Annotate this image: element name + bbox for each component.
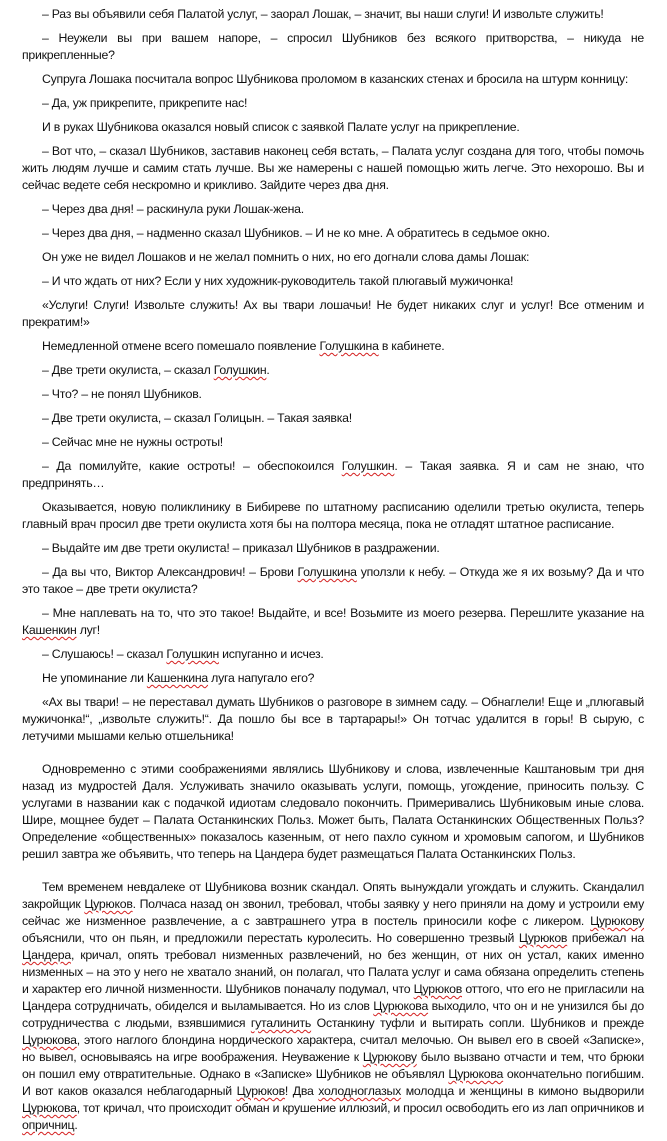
text-run: – Сейчас мне не нужны остроты! xyxy=(42,435,223,449)
text-run: луга напугало его? xyxy=(208,671,315,685)
paragraph xyxy=(22,564,644,598)
spellcheck-flagged-word[interactable]: Цурюкова xyxy=(22,1101,77,1115)
text-run: Одновременно с этими соображениями являлись Шубникову и слова, извлеченные Каштановым три дня назад из мудростей Даля. Услуживать значило оказывать услуги, помощь, угождение, приносить пользу. С услугами в названии как с подачкой идиотам следовало покончить. Примеривались Шубниковым иные слова. Шире, мощнее будет – Палата Останкинских Польз. Может быть, Палата Останкинских Общественных Польз? Определение «общественных» показалось казенным, от него пахло сукном и хромовым сапогом, и Шубников решил завтра же объявить, что теперь на Цандера будет размещаться Палата Останкинских Польз. xyxy=(22,762,644,861)
paragraph xyxy=(22,410,644,427)
text-run: – Да вы что, Виктор Александрович! – Брови xyxy=(42,565,298,579)
spellcheck-flagged-word[interactable]: Цурюкова xyxy=(373,999,429,1013)
text-run: . xyxy=(74,1118,78,1132)
text-run: – Неужели вы при вашем напоре, – спросил Шубников без всякого притворства, – никуда не прикрепленные? xyxy=(22,31,644,62)
text-run: – Да помилуйте, какие остроты! – обеспокоился xyxy=(42,459,342,473)
text-run: в кабинете. xyxy=(378,339,445,353)
text-run: – Слушаюсь! – сказал xyxy=(42,647,167,661)
spellcheck-flagged-word[interactable]: холодноглазых xyxy=(318,1084,402,1098)
spellcheck-flagged-word[interactable]: Цурюков xyxy=(518,931,568,945)
text-run: оттого, что его не пригласили на Цандера сотрудничать, обиделся и выламывается. Но из слов xyxy=(22,982,644,1013)
spellcheck-flagged-word[interactable]: Цурюков xyxy=(236,1084,285,1098)
paragraph xyxy=(22,273,644,290)
paragraph xyxy=(22,540,644,557)
text-run: Останкину туфли и вытирать сопли. Шубников и прежде xyxy=(311,1016,645,1030)
spellcheck-flagged-word[interactable]: Голушкин xyxy=(166,647,219,661)
text-run: . – Такая заявка. Я и сам не знаю, что предпринять… xyxy=(22,459,645,490)
text-run: – И что ждать от них? Если у них художник-руководитель такой плюгавый мужичонка! xyxy=(42,274,514,288)
paragraph xyxy=(22,761,644,863)
text-run: ! Два xyxy=(284,1084,319,1098)
paragraph xyxy=(22,119,644,136)
text-run: луг! xyxy=(76,623,100,637)
text-run: испуганно и исчез. xyxy=(219,647,324,661)
text-run: прибежал на xyxy=(567,931,644,945)
paragraph xyxy=(22,6,644,23)
paragraph xyxy=(22,30,644,64)
text-run: – Раз вы объявили себя Палатой услуг, – заорал Лошак, – значит, вы наши слуги! И извольте служить! xyxy=(42,7,604,21)
spellcheck-flagged-word[interactable]: Голушкин xyxy=(341,459,395,473)
spellcheck-flagged-word[interactable]: Цурюков xyxy=(84,897,133,911)
text-run: И в руках Шубникова оказался новый список с заявкой Палате услуг на прикрепление. xyxy=(42,120,520,134)
spellcheck-flagged-word[interactable]: Голушкин xyxy=(213,363,267,377)
text-run: Не упоминание ли xyxy=(42,671,147,685)
text-run: . xyxy=(266,363,270,377)
text-run: молодца и женщины в кимоно выдворили xyxy=(401,1084,644,1098)
text-run: «Услуги! Слуги! Извольте служить! Ах вы твари лошачьи! Не будет никаких слуг и услуг! Все отменим и прекратим!» xyxy=(22,298,644,329)
text-run: объяснили, что он пьян, и предложили перестать куролесить. Но совершенно трезвый xyxy=(22,931,519,945)
spellcheck-flagged-word[interactable]: Голушкина xyxy=(297,565,357,579)
text-run: – Через два дня, – надменно сказал Шубников. – И не ко мне. А обратитесь в седьмое окно. xyxy=(42,226,550,240)
text-run: – Две трети окулиста, – сказал Голицын. – Такая заявка! xyxy=(42,411,352,425)
text-run: Тем временем невдалеке от Шубникова возник скандал. Опять вынуждали угождать и служить. Скандалил закройщик xyxy=(22,880,644,911)
text-run: , тот кричал, что происходит обман и крушение иллюзий, и просил освободить его из лап опричников и xyxy=(76,1101,644,1115)
paragraph xyxy=(22,362,644,379)
paragraph xyxy=(22,95,644,112)
spellcheck-flagged-word[interactable]: Цурюкова xyxy=(22,1033,77,1047)
spellcheck-flagged-word[interactable]: Цурюков xyxy=(413,982,462,996)
paragraph xyxy=(22,694,644,745)
paragraph xyxy=(22,386,644,403)
spellcheck-flagged-word[interactable]: Цурюкову xyxy=(590,914,644,928)
paragraph xyxy=(22,605,644,639)
paragraph xyxy=(22,249,644,266)
spellcheck-flagged-word[interactable]: Цурюкова xyxy=(448,1067,504,1081)
paragraph xyxy=(22,71,644,88)
text-run: выходило, что он и не унизился бы до сотрудничества с людьми, взявшимися xyxy=(22,999,644,1030)
paragraph xyxy=(22,670,644,687)
spellcheck-flagged-word[interactable]: Голушкина xyxy=(319,339,379,353)
spellcheck-flagged-word[interactable]: Цурюкову xyxy=(362,1050,417,1064)
paragraph xyxy=(22,338,644,355)
text-run: уползли к небу. – Откуда же я их возьму? Да и что это такое – две трети окулиста? xyxy=(22,565,644,596)
text-run: – Что? – не понял Шубников. xyxy=(42,387,202,401)
paragraph xyxy=(22,201,644,218)
paragraph xyxy=(22,879,644,1134)
spellcheck-flagged-word[interactable]: Кашенкин xyxy=(22,623,77,637)
spellcheck-flagged-word[interactable]: Кашенкина xyxy=(146,671,209,685)
spellcheck-flagged-word[interactable]: Цандера xyxy=(22,948,71,962)
text-run: – Выдайте им две трети окулиста! – приказал Шубников в раздражении. xyxy=(42,541,440,555)
text-run: . Полчаса назад он звонил, требовал, чтобы заявку у него приняли на дому и устроили ему сейчас же низменное развлечение, а с завтрашнего утра в постель приносили кофе с ликером. xyxy=(22,897,644,928)
text-run: окончательно погибшим. И вот каков оказался неблагодарный xyxy=(22,1067,644,1098)
text-run: , кричал, опять требовал низменных развлечений, но без женщин, от них он устал, каких именно низменных – на это у него не хватало знаний, он полагал, что Палата услуг и сама обязана определить степень и характер его личной низменности. Шубников поначалу подумал, что xyxy=(22,948,644,996)
text-run: Супруга Лошака посчитала вопрос Шубникова проломом в казанских стенах и бросила на штурм конницу: xyxy=(42,72,629,86)
text-run: Он уже не видел Лошаков и не желал помнить о них, но его догнали слова дамы Лошак: xyxy=(42,250,530,264)
text-run: было вызвано отчасти и тем, что брюки он пошил ему отвратительные. Однако в «Записке» Шубников не объявлял xyxy=(22,1050,644,1081)
text-run: «Ах вы твари! – не переставал думать Шубников о разговоре в зимнем саду. – Обнаглели! Еще и „плюгавый мужичонка!“, „извольте служить!“. Да пошло бы все в тартарары!» Он тотчас удалится в горы! В сырую, с летучими мышами келью отшельника! xyxy=(22,695,644,743)
text-run: – Мне наплевать на то, что это такое! Выдайте, и все! Возьмите из моего резерва. Перешлите указание на xyxy=(42,606,644,620)
spellcheck-flagged-word[interactable]: опричниц xyxy=(22,1118,75,1132)
paragraph xyxy=(22,458,644,492)
text-run: , этого наглого блондина нордического характера, считал мелочью. Он вывел его в своей «Записке», но вывел, основываясь на игре воображения. Неуважение к xyxy=(22,1033,644,1064)
spellcheck-flagged-word[interactable]: гуталинить xyxy=(250,1016,312,1030)
paragraph xyxy=(22,499,644,533)
paragraph xyxy=(22,143,644,194)
text-run: – Через два дня! – раскинула руки Лошак-жена. xyxy=(42,202,304,216)
paragraph xyxy=(22,225,644,242)
text-run: – Две трети окулиста, – сказал xyxy=(42,363,214,377)
text-run: – Вот что, – сказал Шубников, заставив наконец себя встать, – Палата услуг создана для того, чтобы помочь жить людям лучше и самим стать лучше. Вы же намерены с нашей помощью жить легче. Это нехорошо. Вы и сейчас ведете себя нескромно и крикливо. Зайдите через два дня. xyxy=(22,144,644,192)
paragraph xyxy=(22,646,644,663)
text-run: Оказывается, новую поликлинику в Бибиреве по штатному расписанию оделили третью окулиста, теперь главный врач просил две трети окулиста хотя бы на полтора месяца, пока не отладят штатное расписание. xyxy=(22,500,644,531)
paragraph xyxy=(22,297,644,331)
paragraph xyxy=(22,434,644,451)
text-run: Немедленной отмене всего помешало появление xyxy=(42,339,320,353)
text-run: – Да, уж прикрепите, прикрепите нас! xyxy=(42,96,248,110)
document-page xyxy=(22,6,644,1141)
